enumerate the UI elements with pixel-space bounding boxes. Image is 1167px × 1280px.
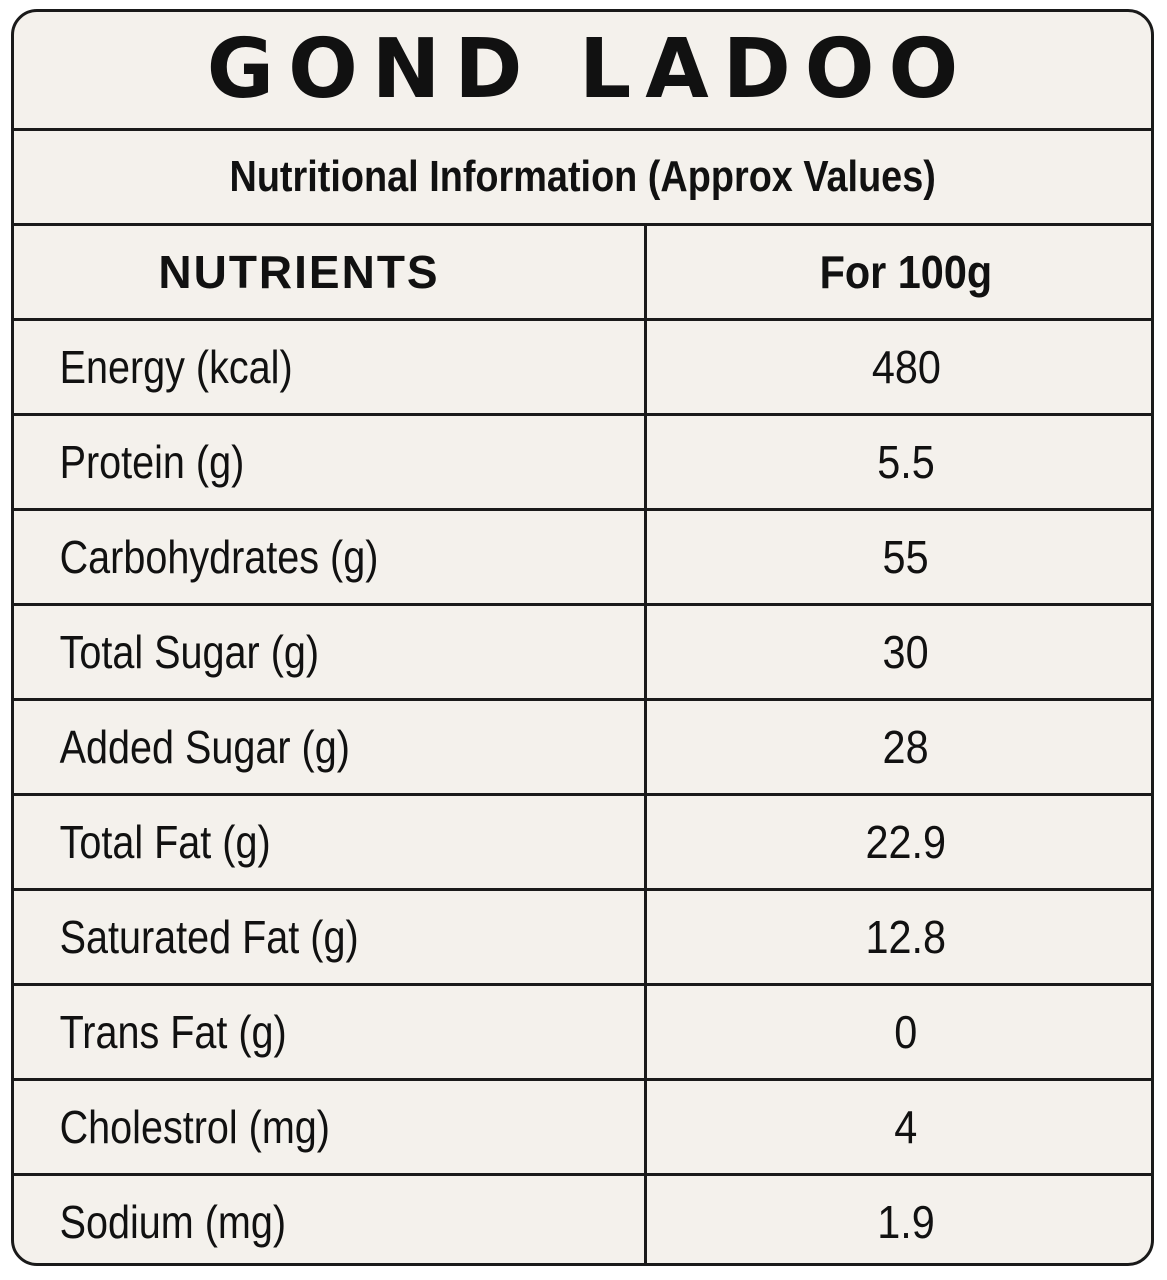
nutrient-name: Added Sugar (g) [59,721,350,773]
per-100g-header: For 100g [819,246,993,298]
nutrient-value: 0 [894,1006,918,1058]
nutrient-value: 22.9 [865,816,947,868]
nutrition-label-card [11,9,1154,1266]
table-row [14,1081,1151,1176]
value-cell [647,1176,1151,1266]
nutrient-value: 4 [894,1101,918,1153]
nutrient-value: 55 [882,531,930,583]
table-row [14,511,1151,606]
nutrient-cell [14,606,647,698]
product-title: GOND LADOO [206,22,973,117]
value-cell [647,606,1151,698]
table-row [14,416,1151,511]
table-row [14,321,1151,416]
nutrition-table [14,226,1151,1266]
nutrient-cell [14,986,647,1078]
table-row [14,796,1151,891]
nutrient-value: 28 [882,721,930,773]
nutrient-cell [14,891,647,983]
nutrient-name: Protein (g) [59,436,245,488]
subtitle-row [14,131,1151,226]
nutrient-value: 30 [882,626,930,678]
nutrient-value: 12.8 [865,911,947,963]
table-subtitle: Nutritional Information (Approx Values) [229,152,936,201]
value-cell [647,511,1151,603]
nutrient-cell [14,796,647,888]
table-row [14,606,1151,701]
value-cell [647,986,1151,1078]
nutrient-value: 1.9 [877,1196,935,1248]
table-row [14,1176,1151,1266]
nutrient-cell [14,1081,647,1173]
nutrient-name: Total Fat (g) [59,816,271,868]
header-cell-per [647,226,1151,318]
nutrient-name: Saturated Fat (g) [59,911,359,963]
title-row [14,12,1151,131]
header-cell-nutrients [14,226,647,318]
nutrient-name: Cholestrol (mg) [59,1101,330,1153]
nutrient-cell [14,701,647,793]
value-cell [647,796,1151,888]
nutrient-cell [14,321,647,413]
nutrient-name: Energy (kcal) [59,341,293,393]
nutrient-name: Carbohydrates (g) [59,531,379,583]
value-cell [647,701,1151,793]
value-cell [647,1081,1151,1173]
nutrient-name: Trans Fat (g) [59,1006,287,1058]
nutrient-cell [14,1176,647,1266]
nutrient-name: Total Sugar (g) [59,626,320,678]
nutrient-value: 480 [871,341,941,393]
table-row [14,701,1151,796]
nutrient-cell [14,511,647,603]
value-cell [647,321,1151,413]
nutrient-value: 5.5 [877,436,935,488]
table-row [14,986,1151,1081]
table-header-row [14,226,1151,321]
nutrient-cell [14,416,647,508]
nutrients-header: NUTRIENTS [158,246,440,298]
value-cell [647,416,1151,508]
nutrient-name: Sodium (mg) [59,1196,287,1248]
table-row [14,891,1151,986]
value-cell [647,891,1151,983]
